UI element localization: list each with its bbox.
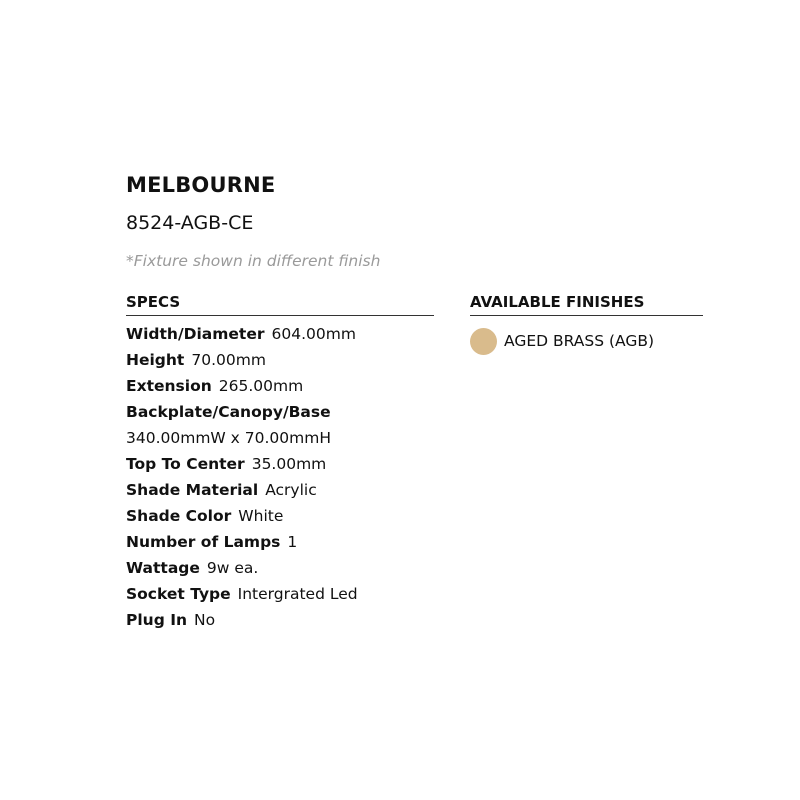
- spec-row-plug-in: [126, 607, 436, 633]
- finish-option-aged-brass[interactable]: [470, 327, 654, 355]
- product-title: MELBOURNE: [126, 173, 276, 197]
- spec-label: Backplate/Canopy/Base: [126, 403, 331, 421]
- spec-label: Plug In: [126, 611, 188, 629]
- spec-row-top-to-center: [126, 451, 436, 477]
- spec-value: 70.00mm: [191, 351, 266, 369]
- spec-value: White: [238, 507, 284, 525]
- spec-label: Extension: [126, 377, 212, 395]
- spec-label: Shade Material: [126, 481, 259, 499]
- spec-label: Width/Diameter: [126, 325, 265, 343]
- spec-list: [126, 321, 436, 633]
- spec-label: Top To Center: [126, 455, 245, 473]
- finish-name: AGED BRASS (AGB): [504, 332, 655, 350]
- spec-value: 265.00mm: [218, 377, 304, 395]
- spec-row-height: [126, 347, 436, 373]
- spec-row-wattage: [126, 555, 436, 581]
- spec-row-backplate: [126, 399, 436, 425]
- specs-heading: SPECS: [126, 291, 434, 316]
- finishes-heading: AVAILABLE FINISHES: [470, 291, 703, 316]
- spec-value: Acrylic: [265, 481, 317, 499]
- spec-label: Socket Type: [126, 585, 231, 603]
- finish-swatch: [470, 328, 497, 355]
- spec-row-width-diameter: [126, 321, 436, 347]
- spec-row-shade-color: [126, 503, 436, 529]
- spec-label: Shade Color: [126, 507, 232, 525]
- spec-value: 604.00mm: [271, 325, 356, 343]
- spec-label: Number of Lamps: [126, 533, 281, 551]
- spec-value: 1: [287, 533, 298, 551]
- spec-row-extension: [126, 373, 436, 399]
- spec-row-shade-material: [126, 477, 436, 503]
- spec-value: 35.00mm: [251, 455, 327, 473]
- spec-value-backplate: 340.00mmW x 70.00mmH: [126, 429, 332, 447]
- spec-row-socket-type: [126, 581, 436, 607]
- spec-value: Intergrated Led: [237, 585, 358, 603]
- spec-label: Wattage: [126, 559, 200, 577]
- spec-value: No: [194, 611, 216, 629]
- spec-label: Height: [126, 351, 185, 369]
- spec-value: 9w ea.: [206, 559, 259, 577]
- product-sku: 8524-AGB-CE: [126, 212, 254, 234]
- spec-row-number-of-lamps: [126, 529, 436, 555]
- finish-note: *Fixture shown in different finish: [126, 252, 381, 270]
